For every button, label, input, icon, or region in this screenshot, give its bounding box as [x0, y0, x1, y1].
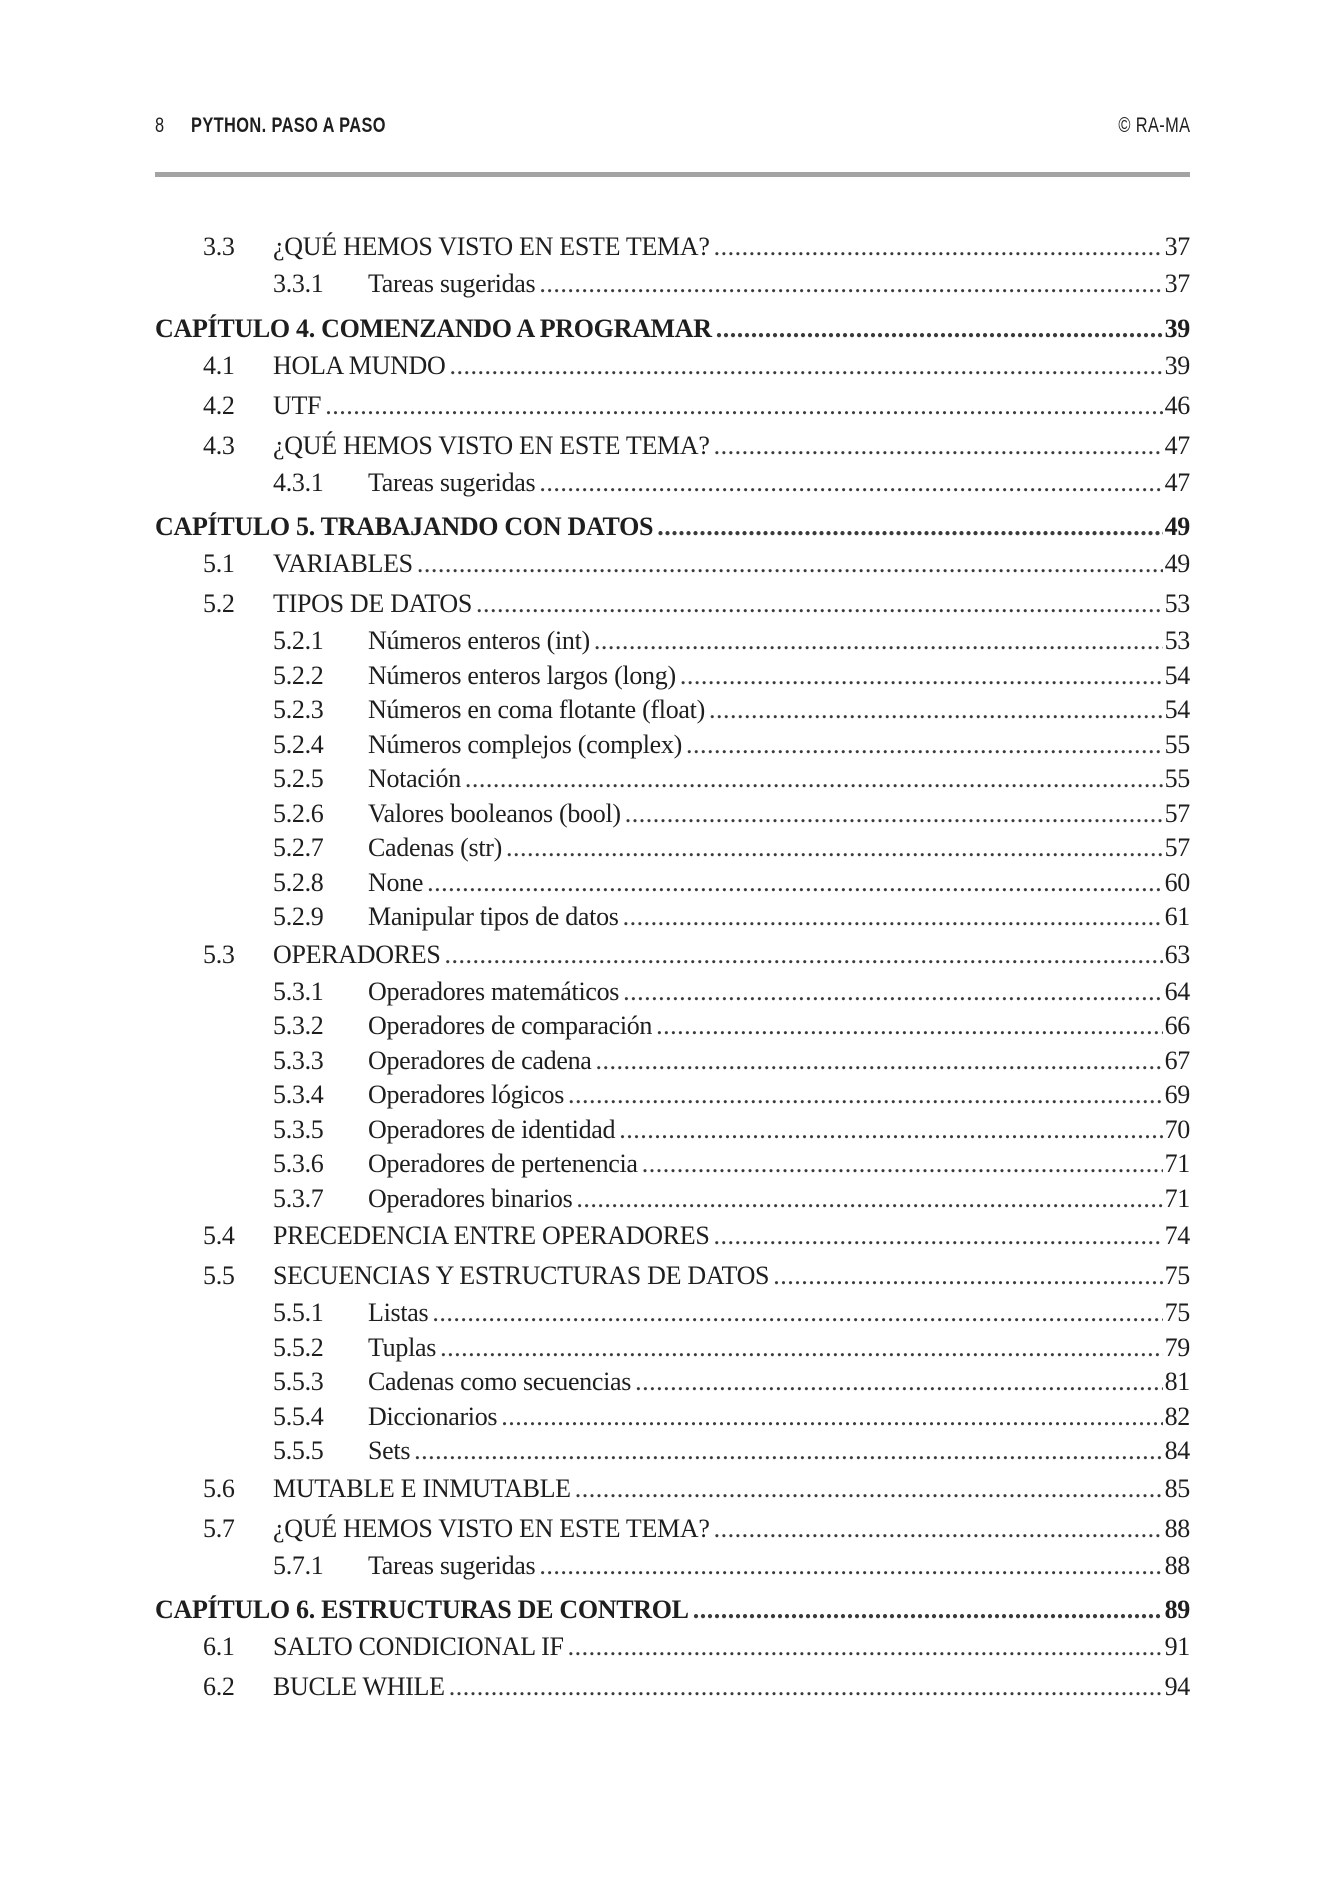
dot-leader	[539, 267, 1162, 302]
toc-entry-section[interactable]	[155, 544, 1190, 584]
toc-entry-page: 88	[1164, 1513, 1190, 1543]
dot-leader	[594, 624, 1163, 659]
toc-entry-title: VARIABLES	[273, 549, 413, 578]
toc-entry-page: 94	[1164, 1672, 1190, 1701]
toc-entry-title: SALTO CONDICIONAL IF	[273, 1632, 564, 1661]
dot-leader	[427, 866, 1162, 901]
toc-entry-page: 47	[1164, 467, 1190, 497]
toc-entry-number: 5.3	[203, 939, 235, 969]
header-book-title: PYTHON. PASO A PASO	[191, 114, 386, 137]
toc-entry-title: Cadenas (str)	[368, 833, 502, 862]
toc-entry-number: 5.5.5	[273, 1436, 324, 1465]
dot-leader	[656, 1009, 1162, 1044]
toc-entry-page: 37	[1164, 269, 1190, 298]
toc-entry-sub[interactable]	[155, 1113, 1190, 1148]
toc-entry-title: Listas	[368, 1298, 429, 1327]
dot-leader	[539, 1549, 1162, 1584]
toc-entry-page: 82	[1164, 1401, 1190, 1431]
toc-entry-number: 5.5.3	[273, 1367, 324, 1396]
dot-leader	[440, 1331, 1163, 1366]
header-publisher: © RA-MA	[1117, 114, 1190, 137]
toc-entry-sub[interactable]	[155, 900, 1190, 935]
toc-entry-page: 61	[1164, 902, 1190, 931]
dot-leader	[414, 1434, 1162, 1469]
toc-entry-page: 88	[1164, 1550, 1190, 1580]
toc-entry-title: PRECEDENCIA ENTRE OPERADORES	[273, 1221, 710, 1250]
toc-entry-number: 5.5.4	[273, 1401, 324, 1431]
dot-leader	[716, 312, 1163, 346]
toc-entry-page: 46	[1164, 390, 1190, 420]
dot-leader	[501, 1400, 1162, 1435]
toc-entry-title: Operadores lógicos	[368, 1080, 565, 1109]
toc-entry-page: 63	[1164, 939, 1190, 969]
toc-entry-title: Números enteros (int)	[368, 626, 590, 655]
toc-entry-number: 5.5.2	[273, 1332, 324, 1362]
dot-leader	[714, 1216, 1163, 1256]
toc-entry-number: 3.3	[203, 232, 235, 261]
toc-entry-title: Operadores de identidad	[368, 1114, 616, 1144]
toc-entry-title: Operadores matemáticos	[368, 976, 620, 1006]
toc-entry-page: 71	[1164, 1183, 1190, 1213]
toc-entry-number: 5.3.2	[273, 1011, 324, 1040]
toc-entry-number: 5.2.8	[273, 867, 324, 897]
toc-entry-sub[interactable]	[155, 1147, 1190, 1182]
toc-entry-title: BUCLE WHILE	[273, 1672, 445, 1701]
toc-entry-page: 79	[1164, 1332, 1190, 1362]
dot-leader	[635, 1365, 1162, 1400]
dot-leader	[568, 1078, 1163, 1113]
toc-entry-number: 5.7.1	[273, 1550, 324, 1580]
toc-entry-number: 5.3.3	[273, 1045, 324, 1075]
dot-leader	[686, 728, 1163, 763]
toc-entry-number: 5.3.6	[273, 1149, 324, 1178]
toc-entry-section[interactable]	[155, 1509, 1190, 1549]
toc-entry-number: 5.2.9	[273, 902, 324, 931]
toc-entry-section[interactable]	[155, 935, 1190, 975]
toc-entry-title: Tareas sugeridas	[368, 1550, 536, 1580]
toc-entry-number: 5.3.7	[273, 1183, 324, 1213]
toc-entry-title: Tuplas	[368, 1332, 437, 1362]
toc-entry-sub[interactable]	[155, 659, 1190, 694]
toc-entry-number: 5.3.4	[273, 1080, 324, 1109]
toc-entry-number: 5.2.4	[273, 729, 324, 759]
dot-leader	[539, 466, 1162, 501]
toc-entry-page: 91	[1164, 1632, 1190, 1661]
toc-entry-sub[interactable]	[155, 1400, 1190, 1435]
toc-entry-number: 5.2.3	[273, 695, 324, 724]
toc-entry-page: 39	[1164, 350, 1190, 380]
toc-entry-title: Operadores de comparación	[368, 1011, 653, 1040]
toc-entry-sub[interactable]	[155, 1296, 1190, 1331]
toc-entry-number: 4.3	[203, 430, 235, 460]
dot-leader	[449, 1667, 1163, 1707]
dot-leader	[625, 797, 1163, 832]
toc-entry-number: 4.1	[203, 350, 235, 380]
toc-entry-page: 60	[1164, 867, 1190, 897]
toc-entry-number: 5.3.5	[273, 1114, 324, 1144]
toc-entry-title: Tareas sugeridas	[368, 269, 536, 298]
toc-entry-title: Valores booleanos (bool)	[368, 798, 621, 828]
toc-entry-title: Cadenas como secuencias	[368, 1367, 632, 1396]
toc-entry-title: ¿QUÉ HEMOS VISTO EN ESTE TEMA?	[273, 232, 710, 261]
toc-entry-page: 69	[1164, 1080, 1190, 1109]
toc-entry-section[interactable]	[155, 1667, 1190, 1707]
toc-entry-sub[interactable]	[155, 1549, 1190, 1584]
toc-entry-title: None	[368, 867, 424, 897]
toc-entry-sub[interactable]	[155, 1009, 1190, 1044]
dot-leader	[693, 1593, 1163, 1627]
toc-entry-number: 6.1	[203, 1632, 235, 1661]
toc-entry-number: 5.7	[203, 1513, 235, 1543]
toc-entry-sub[interactable]	[155, 466, 1190, 501]
toc-entry-title: ¿QUÉ HEMOS VISTO EN ESTE TEMA?	[273, 430, 710, 460]
toc-entry-number: 5.2.1	[273, 626, 324, 655]
toc-entry-title: ¿QUÉ HEMOS VISTO EN ESTE TEMA?	[273, 1513, 710, 1543]
toc-entry-sub[interactable]	[155, 1182, 1190, 1217]
toc-entry-page: 75	[1164, 1261, 1190, 1290]
toc-entry-title: Números complejos (complex)	[368, 729, 682, 759]
table-of-contents	[155, 227, 1190, 1707]
toc-entry-page: 75	[1164, 1298, 1190, 1327]
toc-entry-title: Números enteros largos (long)	[368, 660, 676, 690]
toc-entry-number: 5.3.1	[273, 976, 324, 1006]
toc-entry-title: CAPÍTULO 4. COMENZANDO A PROGRAMAR	[155, 313, 712, 343]
toc-entry-sub[interactable]	[155, 728, 1190, 763]
toc-entry-page: 66	[1164, 1011, 1190, 1040]
dot-leader	[623, 900, 1163, 935]
toc-entry-sub[interactable]	[155, 1078, 1190, 1113]
toc-entry-number: 5.5	[203, 1261, 235, 1290]
toc-entry-title: Sets	[368, 1436, 411, 1465]
toc-entry-sub[interactable]	[155, 797, 1190, 832]
toc-entry-page: 84	[1164, 1436, 1190, 1465]
toc-entry-page: 85	[1164, 1473, 1190, 1503]
dot-leader	[568, 1627, 1163, 1667]
toc-entry-page: 37	[1164, 232, 1190, 261]
toc-entry-number: 4.3.1	[273, 467, 324, 497]
dot-leader	[680, 659, 1163, 694]
dot-leader	[773, 1256, 1162, 1296]
toc-entry-number: 5.2.6	[273, 798, 324, 828]
toc-entry-sub[interactable]	[155, 1331, 1190, 1366]
toc-entry-section[interactable]	[155, 1216, 1190, 1256]
toc-entry-section[interactable]	[155, 386, 1190, 426]
toc-entry-number: 3.3.1	[273, 269, 324, 298]
running-header	[155, 111, 1190, 141]
header-rule	[155, 172, 1190, 177]
toc-entry-title: MUTABLE E INMUTABLE	[273, 1473, 571, 1503]
toc-entry-title: Manipular tipos de datos	[368, 902, 619, 931]
dot-leader	[619, 1113, 1162, 1148]
toc-entry-page: 70	[1164, 1114, 1190, 1144]
toc-entry-number: 5.2	[203, 589, 235, 618]
toc-entry-page: 55	[1164, 729, 1190, 759]
toc-entry-section[interactable]	[155, 426, 1190, 466]
dot-leader	[623, 975, 1162, 1010]
toc-entry-number: 5.2.5	[273, 764, 324, 793]
toc-entry-chapter[interactable]	[155, 312, 1190, 346]
dot-leader	[450, 346, 1163, 386]
toc-entry-title: OPERADORES	[273, 939, 441, 969]
toc-entry-title: TIPOS DE DATOS	[273, 589, 473, 618]
dot-leader	[714, 227, 1163, 267]
toc-entry-title: Operadores binarios	[368, 1183, 573, 1213]
toc-entry-page: 49	[1164, 512, 1190, 541]
toc-entry-chapter[interactable]	[155, 510, 1190, 544]
toc-entry-page: 39	[1164, 313, 1190, 343]
toc-entry-page: 57	[1164, 833, 1190, 862]
dot-leader	[714, 1509, 1163, 1549]
dot-leader	[576, 1182, 1162, 1217]
toc-entry-page: 57	[1164, 798, 1190, 828]
toc-entry-title: HOLA MUNDO	[273, 350, 446, 380]
toc-entry-page: 49	[1164, 549, 1190, 578]
toc-entry-section[interactable]	[155, 1469, 1190, 1509]
toc-entry-page: 64	[1164, 976, 1190, 1006]
toc-entry-title: Operadores de cadena	[368, 1045, 592, 1075]
dot-leader	[432, 1296, 1162, 1331]
toc-entry-title: Operadores de pertenencia	[368, 1149, 638, 1178]
toc-entry-title: SECUENCIAS Y ESTRUCTURAS DE DATOS	[273, 1261, 770, 1290]
toc-entry-page: 81	[1164, 1367, 1190, 1396]
dot-leader	[642, 1147, 1163, 1182]
toc-entry-title: CAPÍTULO 5. TRABAJANDO CON DATOS	[155, 512, 654, 541]
toc-entry-page: 53	[1164, 626, 1190, 655]
toc-entry-number: 5.1	[203, 549, 235, 578]
toc-entry-sub[interactable]	[155, 1434, 1190, 1469]
toc-entry-number: 6.2	[203, 1672, 235, 1701]
toc-entry-page: 55	[1164, 764, 1190, 793]
dot-leader	[596, 1044, 1163, 1079]
dot-leader	[444, 935, 1162, 975]
toc-entry-number: 5.4	[203, 1221, 235, 1250]
toc-entry-sub[interactable]	[155, 1365, 1190, 1400]
dot-leader	[417, 544, 1163, 584]
toc-entry-number: 5.5.1	[273, 1298, 324, 1327]
dot-leader	[575, 1469, 1163, 1509]
toc-entry-section[interactable]	[155, 584, 1190, 624]
dot-leader	[476, 584, 1163, 624]
dot-leader	[657, 510, 1162, 544]
toc-entry-number: 5.2.2	[273, 660, 324, 690]
toc-entry-page: 89	[1164, 1595, 1190, 1624]
toc-entry-sub[interactable]	[155, 267, 1190, 302]
toc-entry-title: Notación	[368, 764, 461, 793]
dot-leader	[714, 426, 1163, 466]
toc-entry-sub[interactable]	[155, 762, 1190, 797]
dot-leader	[709, 693, 1163, 728]
toc-entry-sub[interactable]	[155, 1044, 1190, 1079]
toc-entry-sub[interactable]	[155, 624, 1190, 659]
toc-entry-sub[interactable]	[155, 975, 1190, 1010]
toc-entry-title: Tareas sugeridas	[368, 467, 536, 497]
toc-entry-page: 54	[1164, 660, 1190, 690]
toc-entry-page: 71	[1164, 1149, 1190, 1178]
toc-entry-title: CAPÍTULO 6. ESTRUCTURAS DE CONTROL	[155, 1595, 689, 1624]
toc-entry-section[interactable]	[155, 227, 1190, 267]
toc-entry-page: 53	[1164, 589, 1190, 618]
toc-entry-number: 5.2.7	[273, 833, 324, 862]
dot-leader	[325, 386, 1162, 426]
toc-entry-page: 47	[1164, 430, 1190, 460]
toc-entry-section[interactable]	[155, 1627, 1190, 1667]
toc-entry-sub[interactable]	[155, 693, 1190, 728]
toc-entry-number: 4.2	[203, 390, 235, 420]
toc-entry-title: Diccionarios	[368, 1401, 498, 1431]
header-page-number: 8	[155, 114, 165, 137]
dot-leader	[465, 762, 1163, 797]
dot-leader	[506, 831, 1163, 866]
toc-entry-title: UTF	[273, 390, 322, 420]
toc-entry-section[interactable]	[155, 346, 1190, 386]
toc-entry-title: Números en coma flotante (float)	[368, 695, 705, 724]
toc-entry-chapter[interactable]	[155, 1593, 1190, 1627]
toc-entry-sub[interactable]	[155, 831, 1190, 866]
toc-entry-section[interactable]	[155, 1256, 1190, 1296]
toc-entry-page: 74	[1164, 1221, 1190, 1250]
toc-entry-page: 67	[1164, 1045, 1190, 1075]
toc-entry-page: 54	[1164, 695, 1190, 724]
toc-entry-sub[interactable]	[155, 866, 1190, 901]
toc-entry-number: 5.6	[203, 1473, 235, 1503]
